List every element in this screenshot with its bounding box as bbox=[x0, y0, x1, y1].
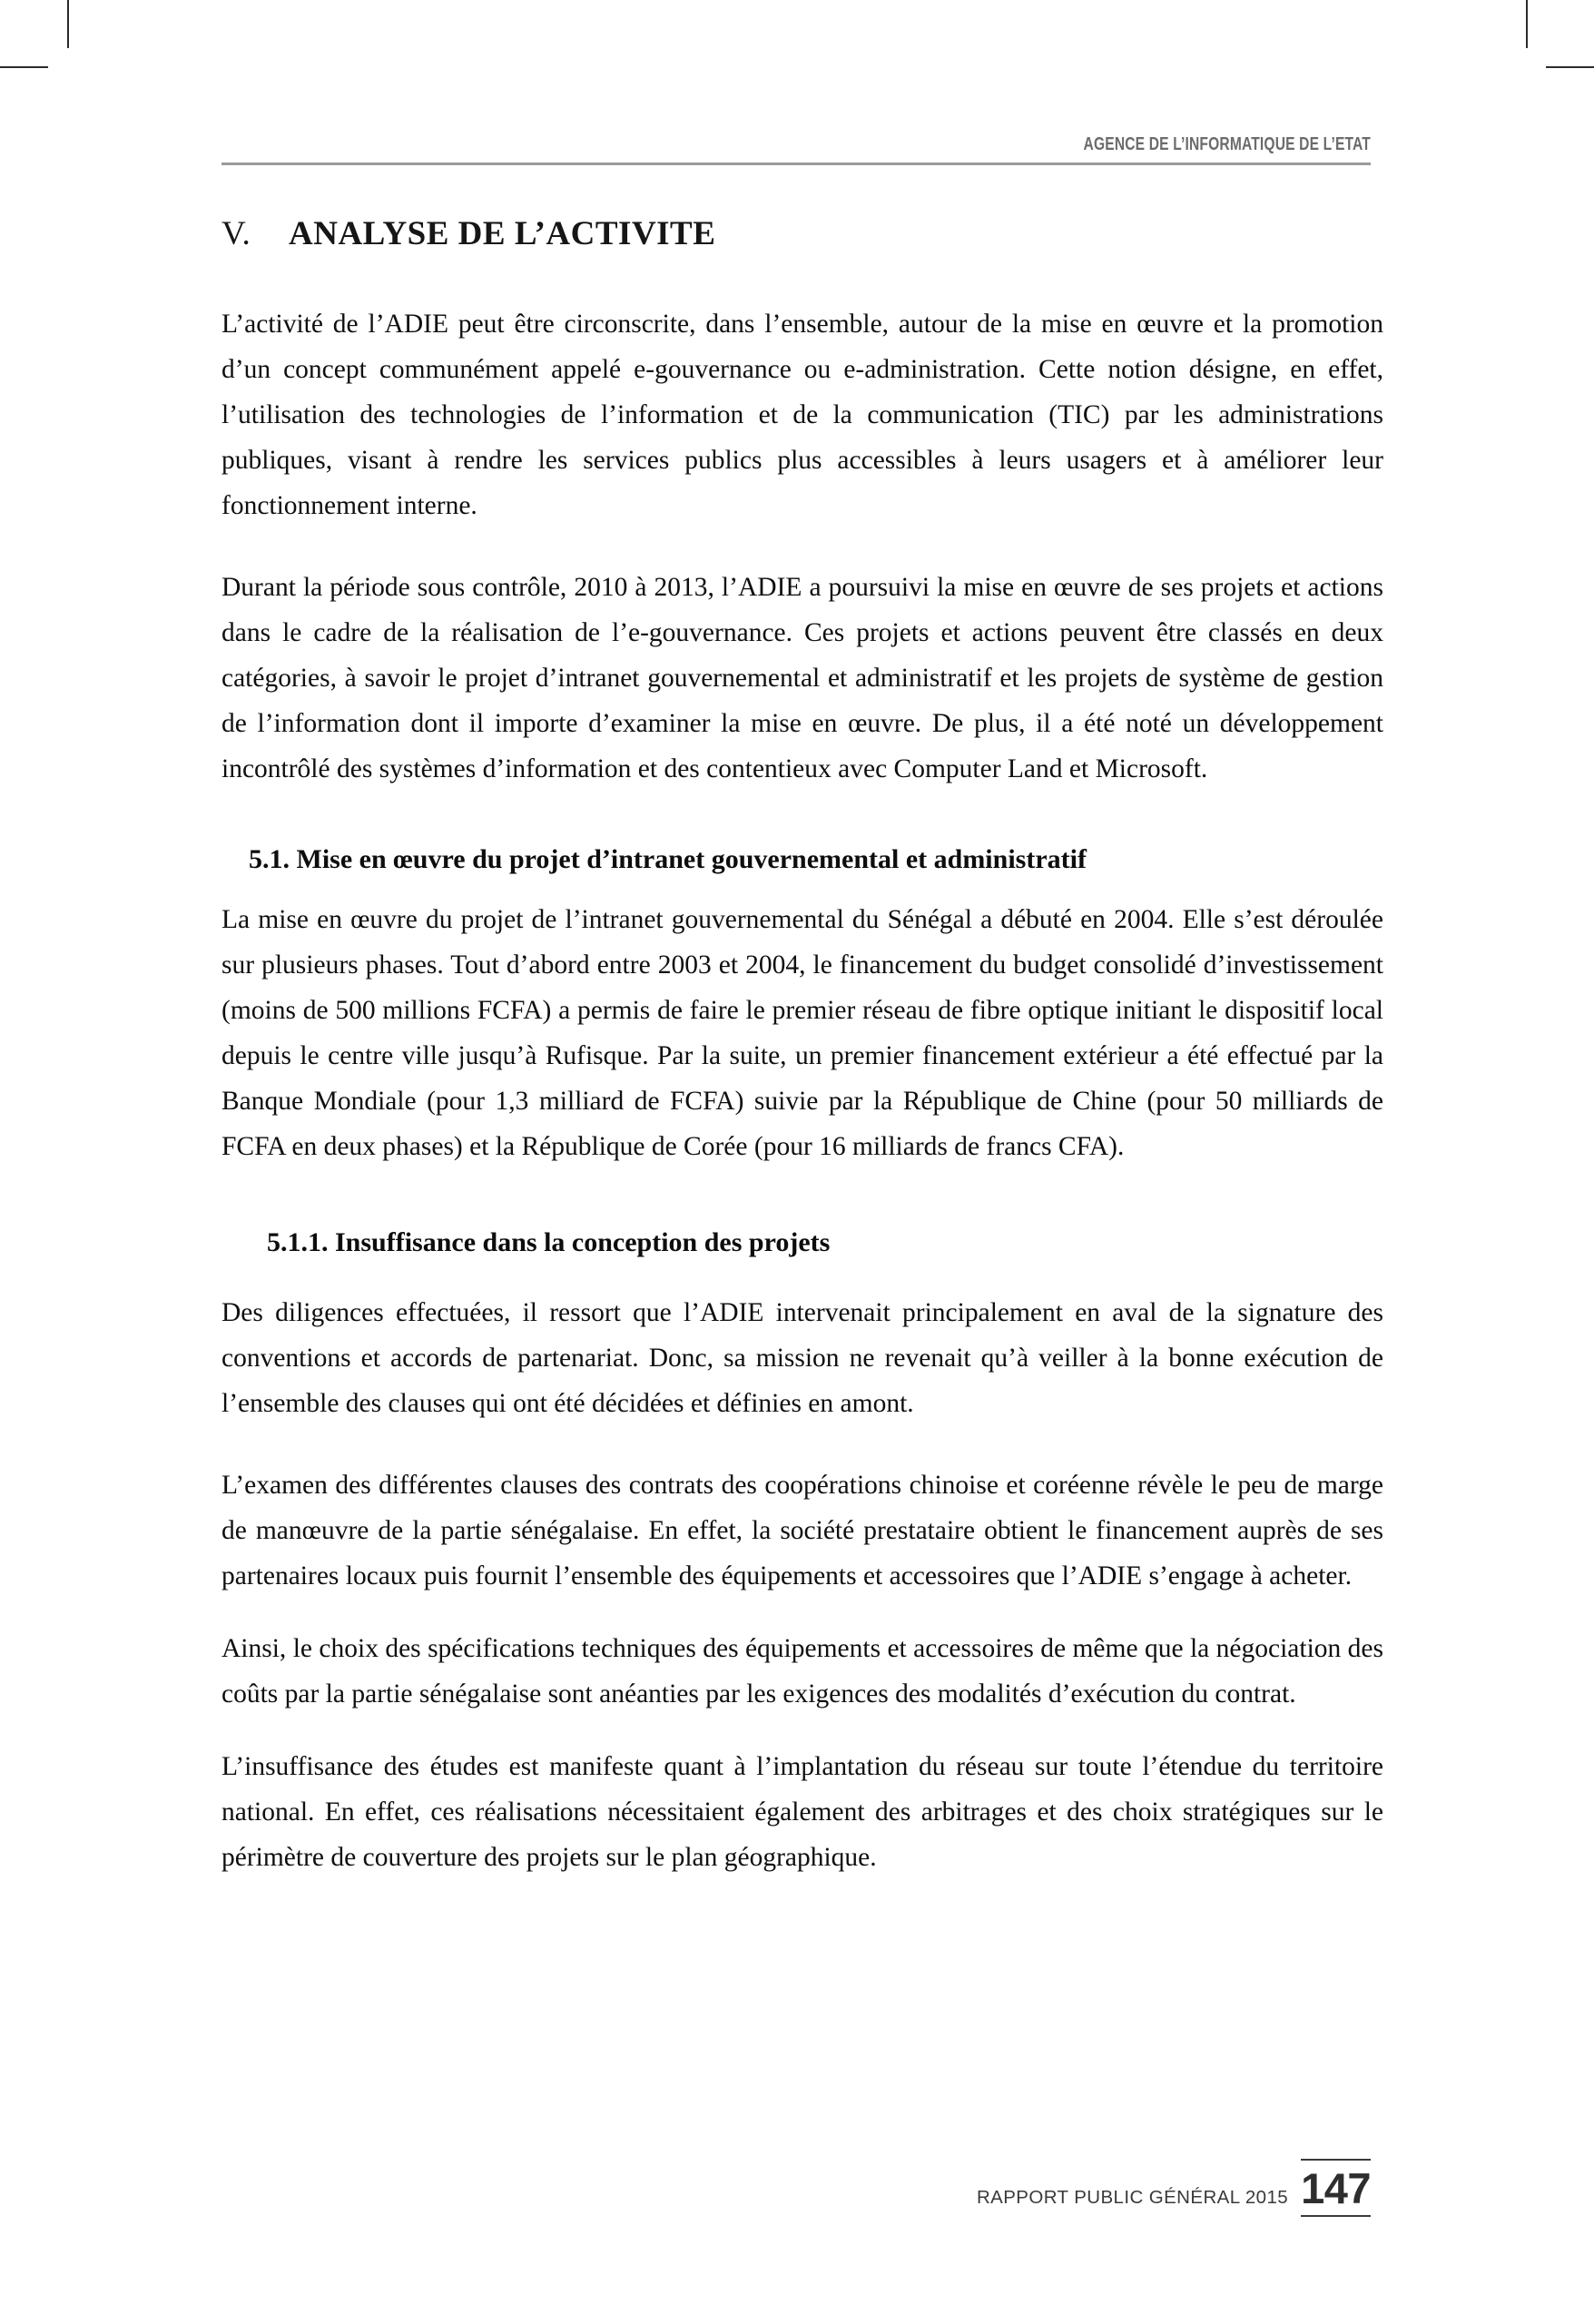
page-number: 147 bbox=[1301, 2159, 1371, 2217]
page-header bbox=[221, 134, 1371, 165]
crop-mark-top-left-vertical bbox=[67, 0, 69, 48]
paragraph-5-1-1-3: Ainsi, le choix des spécifications techniques des équipements et accessoires de même que la négociation des coûts par la partie sénégalaise sont anéanties par les exigences des modalités d’exécution du contrat. bbox=[221, 1634, 1383, 1709]
page-content bbox=[221, 214, 1383, 1880]
heading-5-1-1: 5.1.1. Insuffisance dans la conception des projets bbox=[267, 1226, 831, 1257]
page-footer bbox=[977, 2159, 1371, 2217]
header-organization-name: AGENCE DE L’INFORMATIQUE DE L’ETAT bbox=[1083, 134, 1371, 154]
section-numeral: V. bbox=[221, 215, 251, 252]
heading-5-1: 5.1. Mise en œuvre du projet d’intranet gouvernemental et administratif bbox=[249, 844, 1087, 875]
header-divider bbox=[221, 162, 1371, 165]
paragraph-5-1-1-4: L’insuffisance des études est manifeste quant à l’implantation du réseau sur toute l’étendue du territoire national. En effet, ces réalisations nécessitaient également des arbitrages et des choix stratégiques sur le périmètre de couverture des projets sur le plan géographique. bbox=[221, 1752, 1383, 1873]
crop-mark-top-right-vertical bbox=[1526, 0, 1528, 48]
paragraph-intro-2: Durant la période sous contrôle, 2010 à 2013, l’ADIE a poursuivi la mise en œuvre de ses projets et actions dans le cadre de la réalisation de l’e-gouvernance. Ces projets et actions peuvent être classés en deux catégories, à savoir le projet d’intranet gouvernemental et administratif et les projets de système de gestion de l’information dont il importe d’examiner la mise en œuvre. De plus, il a été noté un développement incontrôlé des systèmes d’information et des contentieux avec Computer Land et Microsoft. bbox=[221, 573, 1383, 784]
crop-mark-top-left-horizontal bbox=[0, 66, 48, 68]
section-title-text: ANALYSE DE L’ACTIVITE bbox=[289, 215, 716, 252]
page-title bbox=[221, 214, 1383, 254]
paragraph-5-1-1-1: Des diligences effectuées, il ressort que l’ADIE intervenait principalement en aval de la signature des conventions et accords de partenariat. Donc, sa mission ne revenait qu’à veiller à la bonne exécution de l’ensemble des clauses qui ont été décidées et définies en amont. bbox=[221, 1298, 1383, 1419]
footer-report-label: RAPPORT PUBLIC GÉNÉRAL 2015 bbox=[976, 2187, 1289, 2208]
crop-mark-top-right-horizontal bbox=[1546, 66, 1594, 68]
paragraph-intro-1: L’activité de l’ADIE peut être circonscrite, dans l’ensemble, autour de la mise en œuvre et la promotion d’un concept communément appelé e-gouvernance ou e-administration. Cette notion désigne, en effet, l’utilisation des technologies de l’information et de la communication (TIC) par les administrations publiques, visant à rendre les services publics plus accessibles à leurs usagers et à améliorer leur fonctionnement interne. bbox=[221, 310, 1383, 521]
paragraph-5-1-1-2: L’examen des différentes clauses des contrats des coopérations chinoise et coréenne révèle le peu de marge de manœuvre de la partie sénégalaise. En effet, la société prestataire obtient le financement auprès de ses partenaires locaux puis fournit l’ensemble des équipements et accessoires que l’ADIE s’engage à acheter. bbox=[221, 1471, 1383, 1591]
paragraph-5-1-body: La mise en œuvre du projet de l’intranet gouvernemental du Sénégal a débuté en 2004. Elle s’est déroulée sur plusieurs phases. Tout d’abord entre 2003 et 2004, le financement du budget consolidé d’investissement (moins de 500 millions FCFA) a permis de faire le premier réseau de fibre optique initiant le dispositif local depuis le centre ville jusqu’à Rufisque. Par la suite, un premier financement extérieur a été effectué par la Banque Mondiale (pour 1,3 milliard de FCFA) suivie par la République de Chine (pour 50 milliards de FCFA en deux phases) et la République de Corée (pour 16 milliards de francs CFA). bbox=[221, 904, 1383, 1161]
